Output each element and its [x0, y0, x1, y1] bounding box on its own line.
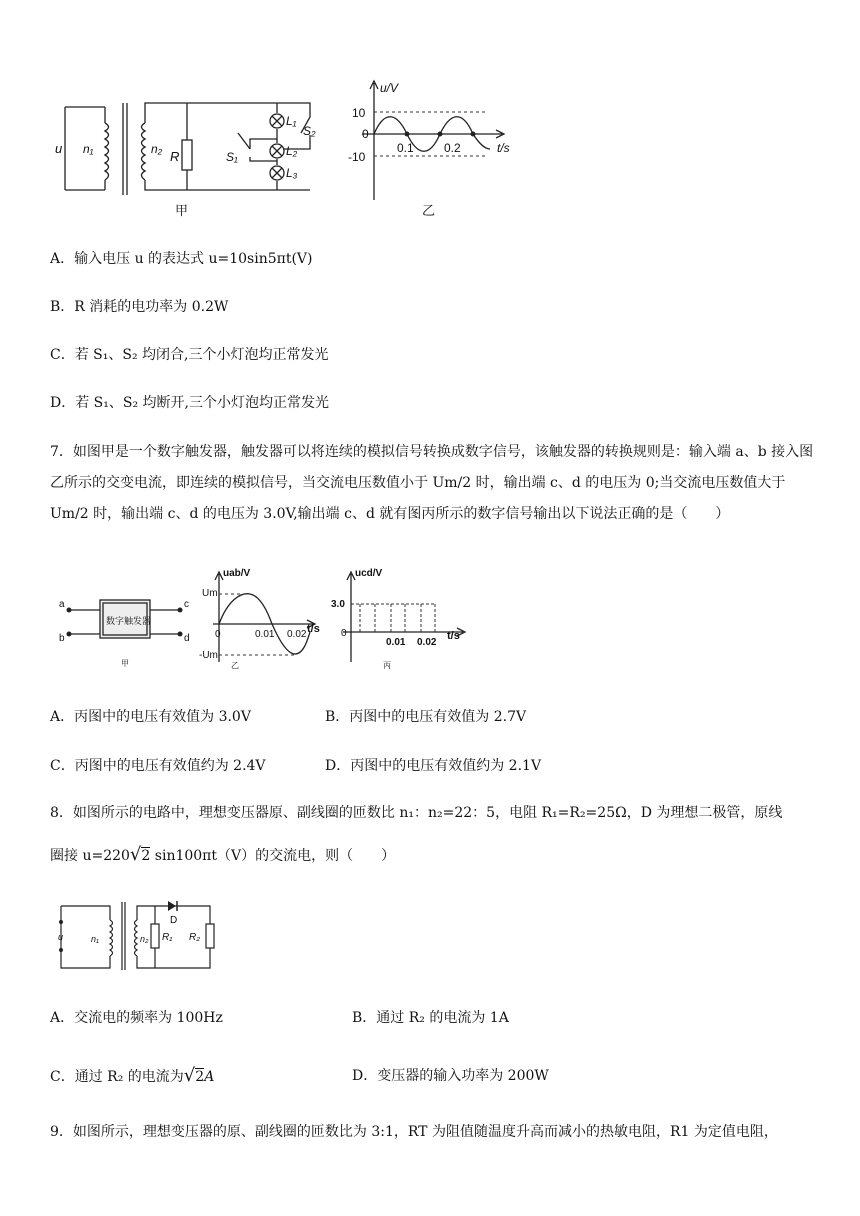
q6-option-d[interactable]: D．若 S₁、S₂ 均断开,三个小灯泡均正常发光: [50, 395, 329, 411]
terminal-c: c: [184, 599, 189, 610]
label-L1: L₁: [286, 114, 297, 128]
label-R: R: [170, 149, 180, 164]
label-S1: S₁: [226, 150, 238, 164]
graph-xlabel: t/s: [497, 141, 510, 155]
graph-bing-x2: 0.02: [417, 637, 437, 648]
graph-y-zero: 0: [362, 127, 369, 141]
q8-label-R2: R₂: [189, 932, 201, 943]
graph-yi-ylabel: uab/V: [223, 568, 251, 579]
q8-option-b[interactable]: B．通过 R₂ 的电流为 1A: [352, 1010, 509, 1026]
q7-options-row-1: [50, 707, 810, 727]
terminal-a: a: [59, 599, 65, 610]
caption-jia: 甲: [175, 203, 189, 218]
q7-option-d[interactable]: D．丙图中的电压有效值约为 2.1V: [325, 758, 542, 774]
graph-x2: 0.2: [444, 141, 461, 155]
q8-circuit-figure: [55, 898, 225, 974]
q7-options-row-2: [50, 756, 810, 776]
graph-bing-x1: 0.01: [386, 637, 406, 648]
q7-option-b[interactable]: B．丙图中的电压有效值为 2.7V: [325, 709, 527, 725]
graph-bing-y: 3.0: [331, 599, 345, 610]
label-L2: L₂: [286, 144, 298, 158]
q8-option-d[interactable]: D．变压器的输入功率为 200W: [352, 1068, 549, 1084]
graph-ylabel: u/V: [380, 81, 399, 95]
label-n2: n₂: [151, 142, 163, 156]
graph-yi-neg-um: -Um: [199, 650, 218, 661]
q8-stem-line-1: 8．如图所示的电路中，理想变压器原、副线圈的匝数比 n₁：n₂=22：5，电阻 R₁=R₂=25Ω，D 为理想二极管，原线: [50, 805, 783, 821]
label-L3: L₃: [286, 166, 298, 180]
q8-label-u: u: [58, 932, 64, 942]
terminal-b: b: [59, 633, 65, 644]
q7-figure: [55, 562, 480, 674]
graph-yi-zero: 0: [215, 629, 221, 640]
graph-yi-x1: 0.01: [255, 629, 275, 640]
q8-stem-line-2: 圈接 u=220√2 sin100πt（V）的交流电，则（ ）: [50, 844, 396, 865]
caption-jia-7: 甲: [121, 659, 129, 668]
caption-yi: 乙: [422, 203, 436, 218]
graph-figure-yi: [340, 75, 530, 223]
label-S2: S₂: [303, 124, 316, 138]
q8-option-c[interactable]: C．通过 R₂ 的电流为√2A: [50, 1065, 215, 1086]
caption-yi-7: 乙: [231, 661, 239, 670]
circuit-figure-jia: [55, 85, 355, 225]
q8-options-row-2: [50, 1066, 810, 1087]
label-u: u: [55, 141, 63, 156]
graph-y-pos: 10: [352, 106, 366, 120]
graph-y-neg: -10: [348, 150, 366, 164]
q6-option-a[interactable]: A．输入电压 u 的表达式 u=10sin5πt(V): [50, 251, 313, 267]
graph-yi-xlabel: t/s: [307, 623, 320, 635]
graph-yi-um: Um: [202, 588, 218, 599]
q7-stem: 7．如图甲是一个数字触发器，触发器可以将连续的模拟信号转换成数字信号，该触发器的转换规则是：输入端 a、b 接入图乙所示的交变电流，即连续的模拟信号，当交流电压数值小于 Um/2 时，输出端 c、d 的电压为 0;当交流电压数值大于 Um/2 时，输出端 c、d 的电压为 3.0V,输出端 c、d 就有图丙所示的数字信号输出以下说法正确的是（ ）: [50, 444, 814, 522]
q7-option-a[interactable]: A．丙图中的电压有效值为 3.0V: [50, 709, 251, 725]
q8-options-row-1: [50, 1008, 810, 1028]
q7-option-c[interactable]: C．丙图中的电压有效值约为 2.4V: [50, 758, 266, 774]
terminal-d: d: [184, 633, 190, 644]
q8-label-n1: n₁: [91, 934, 99, 944]
graph-yi-x2: 0.02: [287, 629, 307, 640]
q8-label-D: D: [170, 915, 178, 926]
trigger-box-label: 数字触发器: [106, 616, 152, 626]
label-n1: n₁: [83, 142, 94, 156]
q8-option-a[interactable]: A．交流电的频率为 100Hz: [50, 1010, 223, 1026]
graph-bing-zero: 0: [341, 628, 347, 639]
q6-option-c[interactable]: C．若 S₁、S₂ 均闭合,三个小灯泡均正常发光: [50, 347, 329, 363]
q9-stem: 9．如图所示，理想变压器的原、副线圈的匝数比为 3:1，RT 为阻值随温度升高而减小的热敏电阻，R1 为定值电阻，: [50, 1124, 778, 1140]
graph-bing-ylabel: ucd/V: [355, 568, 383, 579]
q6-option-b[interactable]: B．R 消耗的电功率为 0.2W: [50, 299, 229, 315]
q8-label-n2: n₂: [140, 934, 149, 944]
q8-label-R1: R₁: [162, 932, 173, 943]
caption-bing-7: 丙: [383, 661, 391, 670]
graph-x1: 0.1: [397, 141, 414, 155]
graph-bing-xlabel: t/s: [447, 630, 460, 642]
